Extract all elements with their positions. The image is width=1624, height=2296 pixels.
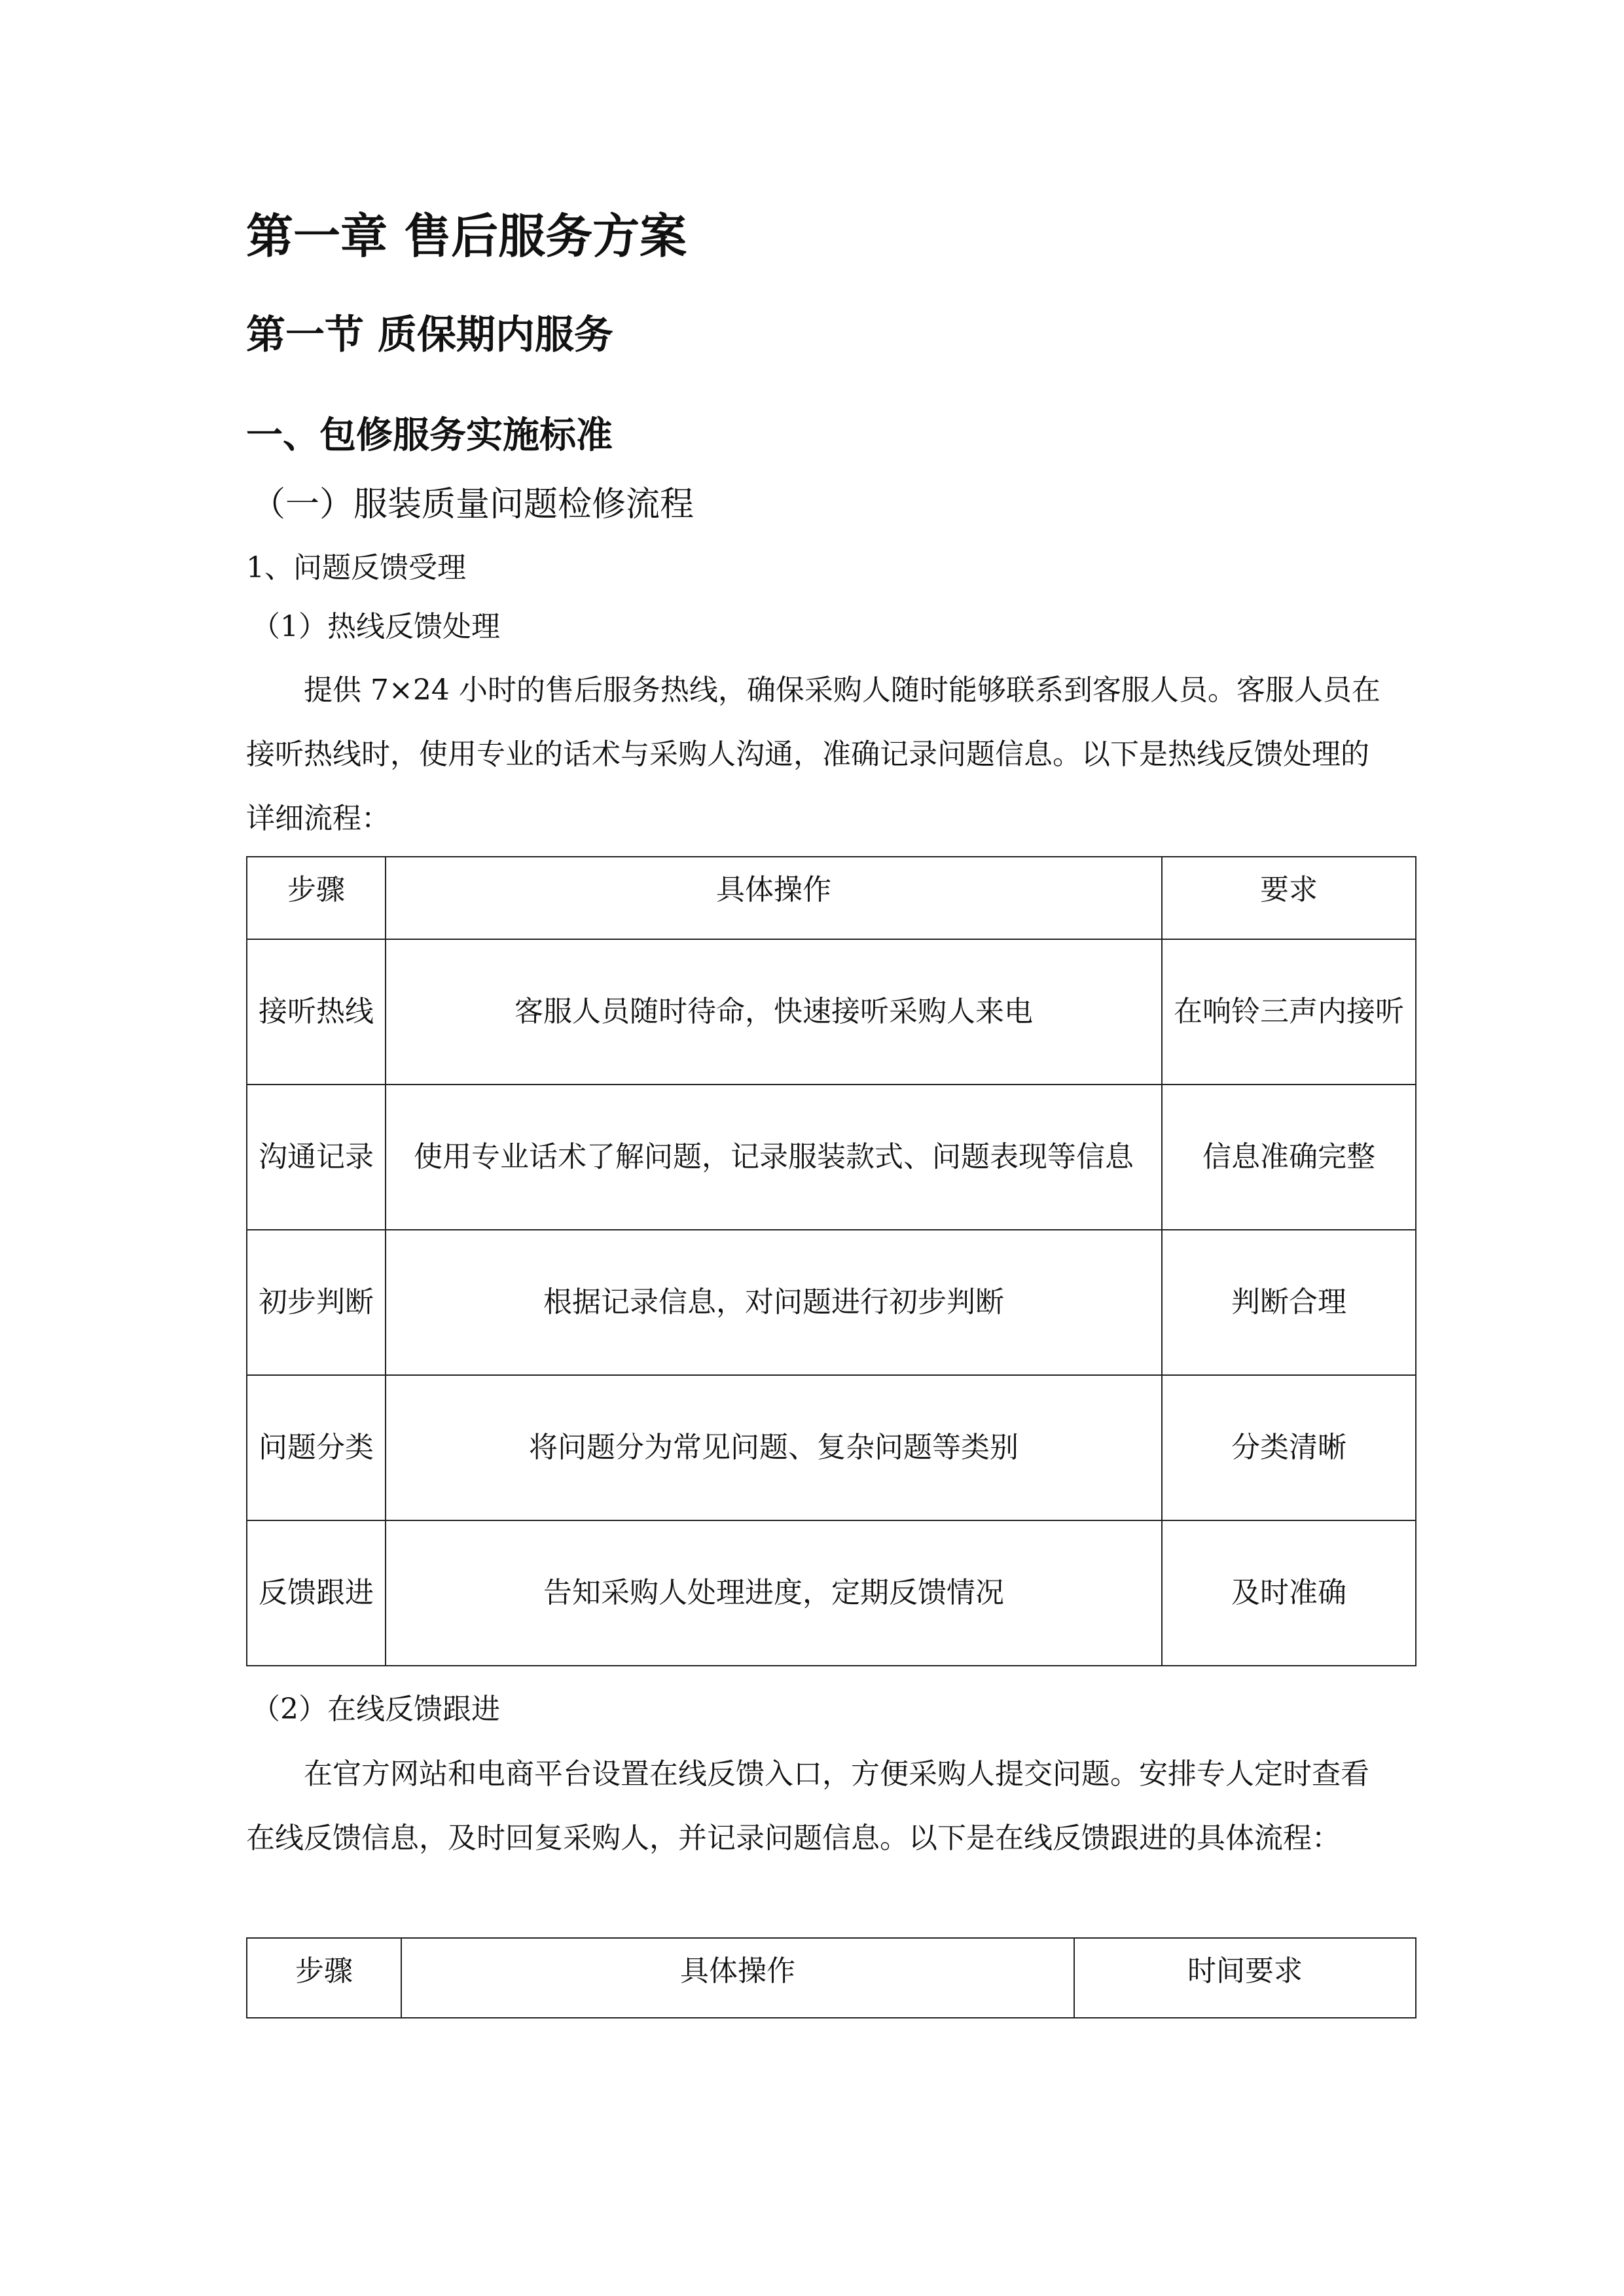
hotline-heading: （1）热线反馈处理 [251,610,500,643]
table-row [247,1375,1416,1520]
online-feedback-table [246,1937,1416,2018]
online-feedback-heading: （2）在线反馈跟进 [251,1693,500,1726]
online-feedback-paragraph: 在官方网站和电商平台设置在线反馈入口，方便采购人提交问题。安排专人定时查看在线反馈信息，及时回复采购人，并记录问题信息。以下是在线反馈跟进的具体流程： [246,1757,1369,1855]
table-cell: 初步判断 [247,1230,386,1375]
table-cell: 信息准确完整 [1162,1085,1416,1230]
table-cell: 客服人员随时待命，快速接听采购人来电 [386,939,1162,1085]
table-cell: 问题分类 [247,1375,386,1520]
table-header-cell: 具体操作 [386,857,1162,939]
section-title: 第一节 质保期内服务 [246,312,613,358]
table-header-row [247,1938,1416,2018]
sub-subsection-title: （一）服装质量问题检修流程 [251,485,695,524]
table-cell: 判断合理 [1162,1230,1416,1375]
item-heading: 1、问题反馈受理 [246,551,466,584]
table-header-cell: 步骤 [247,1938,401,2018]
hotline-process-table [246,856,1416,1666]
table-cell: 根据记录信息，对问题进行初步判断 [386,1230,1162,1375]
table-cell: 分类清晰 [1162,1375,1416,1520]
table-header-cell: 时间要求 [1074,1938,1416,2018]
table-cell: 使用专业话术了解问题，记录服装款式、问题表现等信息 [386,1085,1162,1230]
subsection-title: 一、包修服务实施标准 [246,414,613,457]
table-header-row [247,857,1416,939]
table-header-cell: 要求 [1162,857,1416,939]
table-header-cell: 步骤 [247,857,386,939]
table-cell: 沟通记录 [247,1085,386,1230]
table-row [247,1085,1416,1230]
table-row [247,1230,1416,1375]
chapter-title: 第一章 售后服务方案 [246,209,687,264]
table-cell: 反馈跟进 [247,1520,386,1666]
table-row [247,1520,1416,1666]
table-cell: 及时准确 [1162,1520,1416,1666]
table-cell: 接听热线 [247,939,386,1085]
table-cell: 在响铃三声内接听 [1162,939,1416,1085]
table-row [247,939,1416,1085]
table-cell: 将问题分为常见问题、复杂问题等类别 [386,1375,1162,1520]
table-header-cell: 具体操作 [401,1938,1074,2018]
table-cell: 告知采购人处理进度，定期反馈情况 [386,1520,1162,1666]
hotline-paragraph: 提供 7×24 小时的售后服务热线，确保采购人随时能够联系到客服人员。客服人员在接听热线时，使用专业的话术与采购人沟通，准确记录问题信息。以下是热线反馈处理的详细流程： [246,673,1380,835]
